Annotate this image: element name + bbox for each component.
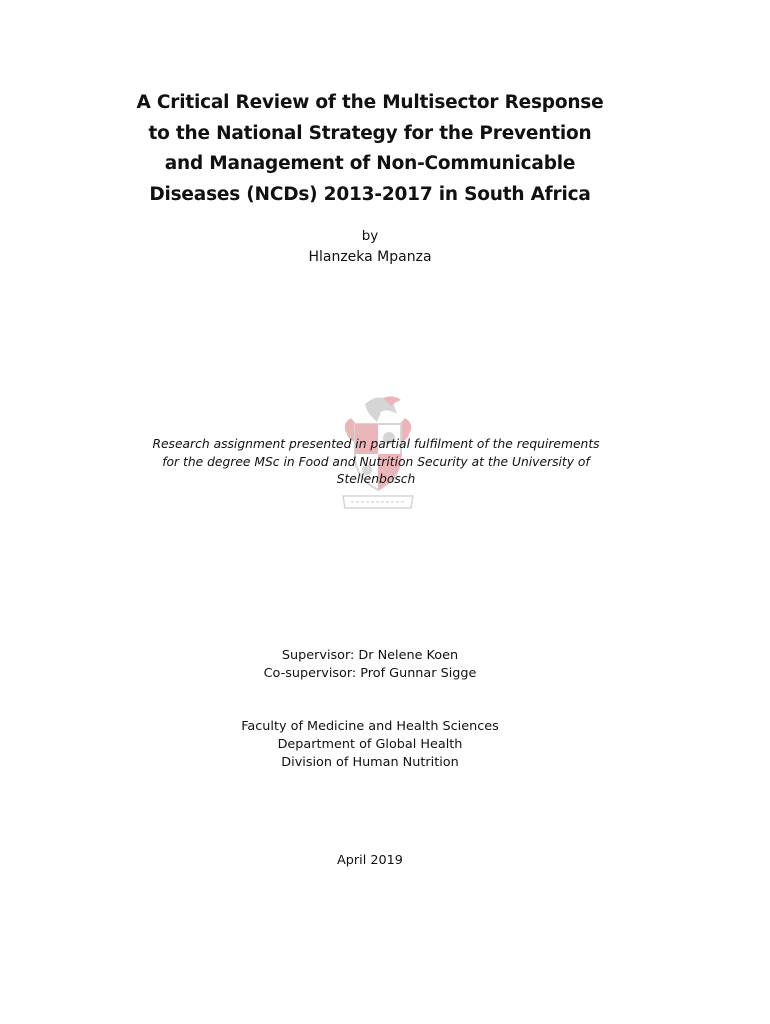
assignment-line-3: Stellenbosch <box>336 472 416 486</box>
submission-date: April 2019 <box>337 853 403 868</box>
document-title <box>100 88 640 210</box>
co-supervisor: Co-supervisor: Prof Gunnar Sigge <box>263 666 477 681</box>
title-line-2: to the National Strategy for the Prevention <box>148 122 592 144</box>
assignment-line-2: for the degree MSc in Food and Nutrition Security at the University of <box>162 454 590 469</box>
division-name: Division of Human Nutrition <box>281 755 459 770</box>
title-line-3: and Management of Non-Communicable <box>164 153 576 174</box>
title-line-1: A Critical Review of the Multisector Response <box>136 92 604 113</box>
faculty-block <box>100 718 640 772</box>
faculty-name: Faculty of Medicine and Health Sciences <box>241 719 499 734</box>
supervisors-block <box>100 647 640 683</box>
author-name: Hlanzeka Mpanza <box>308 249 432 265</box>
title-line-4: Diseases (NCDs) 2013-2017 in South Africa <box>149 183 591 205</box>
assignment-statement <box>140 436 612 489</box>
assignment-line-1: Research assignment presented in partial fulfilment of the requirements <box>152 437 600 451</box>
supervisor: Supervisor: Dr Nelene Koen <box>281 648 459 663</box>
by-label: by <box>361 228 379 244</box>
department-name: Department of Global Health <box>277 737 463 752</box>
